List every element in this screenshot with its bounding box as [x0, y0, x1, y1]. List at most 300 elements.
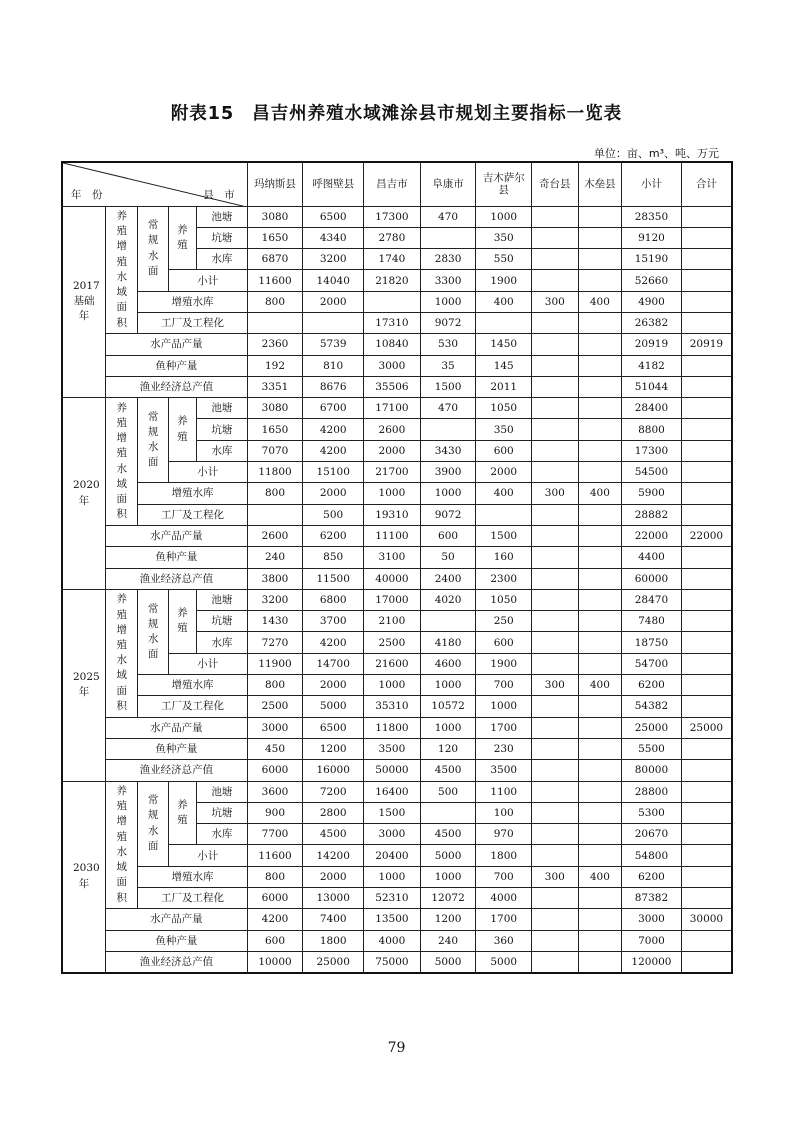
- value-cell: 80000: [622, 760, 682, 781]
- row-label-enhancement-reservoir: 增殖水库: [138, 866, 247, 887]
- value-cell: 13500: [364, 909, 421, 930]
- value-cell: 300: [532, 291, 579, 312]
- value-cell: 700: [476, 866, 532, 887]
- value-cell: [681, 547, 732, 568]
- value-cell: 470: [420, 398, 476, 419]
- value-cell: 6200: [303, 525, 364, 546]
- value-cell: 3800: [247, 568, 303, 589]
- aquaculture-label: 养殖: [168, 781, 196, 845]
- value-cell: 3000: [247, 717, 303, 738]
- value-cell: [578, 568, 622, 589]
- value-cell: 25000: [303, 951, 364, 972]
- value-cell: 35: [420, 355, 476, 376]
- value-cell: [420, 227, 476, 248]
- value-cell: 54500: [622, 462, 682, 483]
- value-cell: 5000: [420, 845, 476, 866]
- row-label-subtotal: 小计: [168, 270, 247, 291]
- value-cell: 87382: [622, 888, 682, 909]
- value-cell: [532, 717, 579, 738]
- value-cell: 3700: [303, 611, 364, 632]
- table-row: [62, 589, 732, 610]
- value-cell: [681, 866, 732, 887]
- row-label-pit: 坑塘: [197, 802, 248, 823]
- conventional-label: 常规水面: [138, 781, 168, 866]
- table-row: [62, 398, 732, 419]
- value-cell: 17100: [364, 398, 421, 419]
- value-cell: 6700: [303, 398, 364, 419]
- row-label-factory: 工厂及工程化: [138, 312, 247, 333]
- value-cell: 3000: [622, 909, 682, 930]
- column-header: 阜康市: [420, 162, 476, 206]
- value-cell: [681, 440, 732, 461]
- value-cell: 400: [578, 483, 622, 504]
- value-cell: [578, 504, 622, 525]
- value-cell: [681, 930, 732, 951]
- value-cell: [578, 547, 622, 568]
- row-label-pond: 池塘: [197, 206, 248, 227]
- value-cell: 10000: [247, 951, 303, 972]
- table-row: [62, 312, 732, 333]
- value-cell: [532, 547, 579, 568]
- value-cell: [247, 312, 303, 333]
- row-label-aquatic-output: 水产品产量: [106, 717, 248, 738]
- table-row: [62, 930, 732, 951]
- value-cell: 20919: [622, 334, 682, 355]
- value-cell: 500: [420, 781, 476, 802]
- value-cell: [681, 568, 732, 589]
- value-cell: 145: [476, 355, 532, 376]
- value-cell: 54700: [622, 653, 682, 674]
- value-cell: 4200: [303, 419, 364, 440]
- value-cell: 600: [247, 930, 303, 951]
- value-cell: [532, 504, 579, 525]
- value-cell: 600: [420, 525, 476, 546]
- value-cell: 54382: [622, 696, 682, 717]
- value-cell: 1200: [303, 738, 364, 759]
- value-cell: 11800: [364, 717, 421, 738]
- column-header: 吉木萨尔县: [476, 162, 532, 206]
- value-cell: [681, 611, 732, 632]
- value-cell: 1000: [364, 866, 421, 887]
- area-group-label: 养殖增殖水域面积: [106, 398, 138, 526]
- value-cell: [681, 483, 732, 504]
- value-cell: 11600: [247, 270, 303, 291]
- value-cell: [532, 206, 579, 227]
- value-cell: 4200: [303, 632, 364, 653]
- table-row: [62, 483, 732, 504]
- value-cell: 4600: [420, 653, 476, 674]
- value-cell: 2600: [364, 419, 421, 440]
- table-row: [62, 568, 732, 589]
- value-cell: 3200: [303, 249, 364, 270]
- value-cell: [681, 632, 732, 653]
- value-cell: 300: [532, 675, 579, 696]
- row-label-pond: 池塘: [197, 589, 248, 610]
- value-cell: 4000: [476, 888, 532, 909]
- aquaculture-label: 养殖: [168, 206, 196, 270]
- value-cell: 20400: [364, 845, 421, 866]
- value-cell: 2600: [247, 525, 303, 546]
- value-cell: [681, 824, 732, 845]
- value-cell: [532, 334, 579, 355]
- value-cell: [681, 802, 732, 823]
- value-cell: 300: [532, 866, 579, 887]
- value-cell: [578, 589, 622, 610]
- table-row: [62, 355, 732, 376]
- value-cell: 1000: [420, 866, 476, 887]
- value-cell: 19310: [364, 504, 421, 525]
- value-cell: [532, 249, 579, 270]
- value-cell: [681, 504, 732, 525]
- table-row: [62, 866, 732, 887]
- value-cell: 3100: [364, 547, 421, 568]
- value-cell: 3600: [247, 781, 303, 802]
- value-cell: [578, 632, 622, 653]
- value-cell: 1650: [247, 227, 303, 248]
- row-label-factory: 工厂及工程化: [138, 888, 247, 909]
- value-cell: [578, 334, 622, 355]
- value-cell: 4500: [303, 824, 364, 845]
- value-cell: 16000: [303, 760, 364, 781]
- value-cell: 2500: [247, 696, 303, 717]
- value-cell: 1000: [420, 717, 476, 738]
- value-cell: 11800: [247, 462, 303, 483]
- value-cell: [578, 909, 622, 930]
- value-cell: 3351: [247, 376, 303, 397]
- value-cell: 20919: [681, 334, 732, 355]
- row-label-fishery-value: 渔业经济总产值: [106, 376, 248, 397]
- value-cell: 1050: [476, 398, 532, 419]
- value-cell: [532, 462, 579, 483]
- value-cell: [532, 589, 579, 610]
- value-cell: [476, 312, 532, 333]
- value-cell: [681, 845, 732, 866]
- table-row: [62, 504, 732, 525]
- corner-year-label: 年 份: [71, 189, 103, 202]
- unit-note: 单位：亩、m³、吨、万元: [593, 147, 719, 160]
- value-cell: 2000: [303, 291, 364, 312]
- row-label-subtotal: 小计: [168, 845, 247, 866]
- value-cell: 15100: [303, 462, 364, 483]
- value-cell: 1500: [420, 376, 476, 397]
- value-cell: 240: [247, 547, 303, 568]
- value-cell: [532, 440, 579, 461]
- value-cell: 18750: [622, 632, 682, 653]
- value-cell: [681, 227, 732, 248]
- value-cell: 2780: [364, 227, 421, 248]
- value-cell: [681, 653, 732, 674]
- value-cell: [532, 568, 579, 589]
- value-cell: [578, 611, 622, 632]
- table-row: [62, 696, 732, 717]
- value-cell: 4020: [420, 589, 476, 610]
- value-cell: 40000: [364, 568, 421, 589]
- value-cell: 1050: [476, 589, 532, 610]
- value-cell: 5900: [622, 483, 682, 504]
- value-cell: [532, 760, 579, 781]
- value-cell: 14040: [303, 270, 364, 291]
- value-cell: 21820: [364, 270, 421, 291]
- value-cell: 3000: [364, 824, 421, 845]
- value-cell: 800: [247, 291, 303, 312]
- row-label-pit: 坑塘: [197, 227, 248, 248]
- value-cell: 11900: [247, 653, 303, 674]
- value-cell: 400: [578, 866, 622, 887]
- value-cell: 2100: [364, 611, 421, 632]
- value-cell: 3200: [247, 589, 303, 610]
- value-cell: [578, 440, 622, 461]
- row-label-aquatic-output: 水产品产量: [106, 334, 248, 355]
- value-cell: 5000: [420, 951, 476, 972]
- value-cell: 4000: [364, 930, 421, 951]
- value-cell: 2000: [303, 866, 364, 887]
- value-cell: [532, 738, 579, 759]
- value-cell: 1100: [476, 781, 532, 802]
- value-cell: [578, 760, 622, 781]
- value-cell: [578, 312, 622, 333]
- value-cell: 470: [420, 206, 476, 227]
- value-cell: 25000: [681, 717, 732, 738]
- value-cell: 52660: [622, 270, 682, 291]
- value-cell: [681, 951, 732, 972]
- value-cell: 21700: [364, 462, 421, 483]
- value-cell: [532, 824, 579, 845]
- value-cell: [681, 675, 732, 696]
- value-cell: 1000: [476, 206, 532, 227]
- value-cell: 7200: [303, 781, 364, 802]
- value-cell: 28400: [622, 398, 682, 419]
- conventional-label: 常规水面: [138, 589, 168, 674]
- area-group-label: 养殖增殖水域面积: [106, 206, 138, 334]
- value-cell: 3900: [420, 462, 476, 483]
- value-cell: [681, 462, 732, 483]
- value-cell: [681, 738, 732, 759]
- value-cell: [532, 802, 579, 823]
- value-cell: 1000: [476, 696, 532, 717]
- value-cell: [578, 398, 622, 419]
- value-cell: 10840: [364, 334, 421, 355]
- value-cell: 17300: [364, 206, 421, 227]
- value-cell: [681, 589, 732, 610]
- value-cell: [532, 376, 579, 397]
- value-cell: 3080: [247, 398, 303, 419]
- value-cell: 120000: [622, 951, 682, 972]
- value-cell: 4900: [622, 291, 682, 312]
- value-cell: 10572: [420, 696, 476, 717]
- table-row: [62, 951, 732, 972]
- value-cell: 240: [420, 930, 476, 951]
- year-label: 2025年: [62, 589, 106, 781]
- value-cell: 1500: [476, 525, 532, 546]
- column-header: 奇台县: [532, 162, 579, 206]
- aquaculture-label: 养殖: [168, 589, 196, 653]
- title-text: 昌吉州养殖水域滩涂县市规划主要指标一览表: [252, 104, 623, 124]
- header-corner: [62, 162, 247, 206]
- value-cell: 17300: [622, 440, 682, 461]
- value-cell: [681, 249, 732, 270]
- value-cell: 4500: [420, 824, 476, 845]
- value-cell: [578, 717, 622, 738]
- value-cell: 26382: [622, 312, 682, 333]
- value-cell: 14200: [303, 845, 364, 866]
- value-cell: [578, 696, 622, 717]
- value-cell: 11500: [303, 568, 364, 589]
- table-row: [62, 888, 732, 909]
- value-cell: [578, 888, 622, 909]
- row-label-factory: 工厂及工程化: [138, 696, 247, 717]
- value-cell: 1900: [476, 653, 532, 674]
- value-cell: 1800: [476, 845, 532, 866]
- value-cell: 1200: [420, 909, 476, 930]
- indicator-table: [61, 161, 733, 974]
- column-header: 木垒县: [578, 162, 622, 206]
- value-cell: 4340: [303, 227, 364, 248]
- value-cell: [532, 632, 579, 653]
- value-cell: [420, 802, 476, 823]
- value-cell: 1800: [303, 930, 364, 951]
- value-cell: [578, 270, 622, 291]
- value-cell: [303, 312, 364, 333]
- value-cell: 4400: [622, 547, 682, 568]
- value-cell: [532, 419, 579, 440]
- value-cell: [364, 291, 421, 312]
- value-cell: 52310: [364, 888, 421, 909]
- value-cell: [532, 611, 579, 632]
- table-row: [62, 206, 732, 227]
- value-cell: [532, 312, 579, 333]
- value-cell: 9120: [622, 227, 682, 248]
- value-cell: [532, 398, 579, 419]
- value-cell: 17000: [364, 589, 421, 610]
- value-cell: 2300: [476, 568, 532, 589]
- column-header: 小计: [622, 162, 682, 206]
- value-cell: 800: [247, 866, 303, 887]
- value-cell: 360: [476, 930, 532, 951]
- table-title: [0, 100, 793, 125]
- row-label-enhancement-reservoir: 增殖水库: [138, 291, 247, 312]
- row-label-fishery-value: 渔业经济总产值: [106, 568, 248, 589]
- value-cell: 1500: [364, 802, 421, 823]
- value-cell: 1700: [476, 909, 532, 930]
- value-cell: 2000: [364, 440, 421, 461]
- value-cell: 800: [247, 483, 303, 504]
- value-cell: [532, 781, 579, 802]
- table-row: [62, 760, 732, 781]
- value-cell: 25000: [622, 717, 682, 738]
- page-number: 79: [387, 1040, 406, 1056]
- value-cell: [532, 696, 579, 717]
- table-row: [62, 376, 732, 397]
- year-label: 2017基础年: [62, 206, 106, 398]
- value-cell: 300: [532, 483, 579, 504]
- value-cell: 400: [476, 483, 532, 504]
- value-cell: [681, 398, 732, 419]
- value-cell: 15190: [622, 249, 682, 270]
- area-group-label: 养殖增殖水域面积: [106, 781, 138, 909]
- value-cell: [578, 376, 622, 397]
- value-cell: 1000: [364, 483, 421, 504]
- value-cell: 120: [420, 738, 476, 759]
- value-cell: 50: [420, 547, 476, 568]
- value-cell: 17310: [364, 312, 421, 333]
- table-row: [62, 547, 732, 568]
- table-row: [62, 675, 732, 696]
- value-cell: 11600: [247, 845, 303, 866]
- value-cell: 6500: [303, 717, 364, 738]
- value-cell: [420, 611, 476, 632]
- table-row: [62, 291, 732, 312]
- value-cell: 2000: [303, 483, 364, 504]
- value-cell: [532, 951, 579, 972]
- row-label-fry-output: 鱼种产量: [106, 930, 248, 951]
- row-label-reservoir: 水库: [197, 632, 248, 653]
- value-cell: 9072: [420, 312, 476, 333]
- value-cell: [681, 355, 732, 376]
- value-cell: [681, 781, 732, 802]
- value-cell: [578, 227, 622, 248]
- row-label-fry-output: 鱼种产量: [106, 547, 248, 568]
- value-cell: [532, 355, 579, 376]
- value-cell: [578, 249, 622, 270]
- value-cell: [578, 845, 622, 866]
- value-cell: 28470: [622, 589, 682, 610]
- value-cell: 3500: [476, 760, 532, 781]
- row-label-pit: 坑塘: [197, 611, 248, 632]
- value-cell: 810: [303, 355, 364, 376]
- value-cell: [578, 781, 622, 802]
- value-cell: [681, 206, 732, 227]
- value-cell: 28350: [622, 206, 682, 227]
- value-cell: [578, 930, 622, 951]
- table-row: [62, 781, 732, 802]
- value-cell: [578, 206, 622, 227]
- row-label-reservoir: 水库: [197, 824, 248, 845]
- row-label-fishery-value: 渔业经济总产值: [106, 760, 248, 781]
- value-cell: 400: [578, 675, 622, 696]
- value-cell: 30000: [681, 909, 732, 930]
- value-cell: 500: [303, 504, 364, 525]
- value-cell: [532, 845, 579, 866]
- value-cell: 4200: [303, 440, 364, 461]
- column-header: 昌吉市: [364, 162, 421, 206]
- aquaculture-label: 养殖: [168, 398, 196, 462]
- value-cell: [420, 419, 476, 440]
- value-cell: 1740: [364, 249, 421, 270]
- value-cell: 2360: [247, 334, 303, 355]
- value-cell: 1450: [476, 334, 532, 355]
- value-cell: 1700: [476, 717, 532, 738]
- value-cell: 4182: [622, 355, 682, 376]
- value-cell: 2400: [420, 568, 476, 589]
- row-label-fry-output: 鱼种产量: [106, 738, 248, 759]
- value-cell: 2011: [476, 376, 532, 397]
- value-cell: 50000: [364, 760, 421, 781]
- value-cell: 35310: [364, 696, 421, 717]
- value-cell: 7000: [622, 930, 682, 951]
- value-cell: 4500: [420, 760, 476, 781]
- value-cell: 7270: [247, 632, 303, 653]
- table-row: [62, 334, 732, 355]
- value-cell: 3430: [420, 440, 476, 461]
- area-group-label: 养殖增殖水域面积: [106, 589, 138, 717]
- value-cell: [532, 888, 579, 909]
- value-cell: 4200: [247, 909, 303, 930]
- value-cell: [532, 525, 579, 546]
- value-cell: 2500: [364, 632, 421, 653]
- row-label-subtotal: 小计: [168, 462, 247, 483]
- value-cell: 3080: [247, 206, 303, 227]
- value-cell: [532, 270, 579, 291]
